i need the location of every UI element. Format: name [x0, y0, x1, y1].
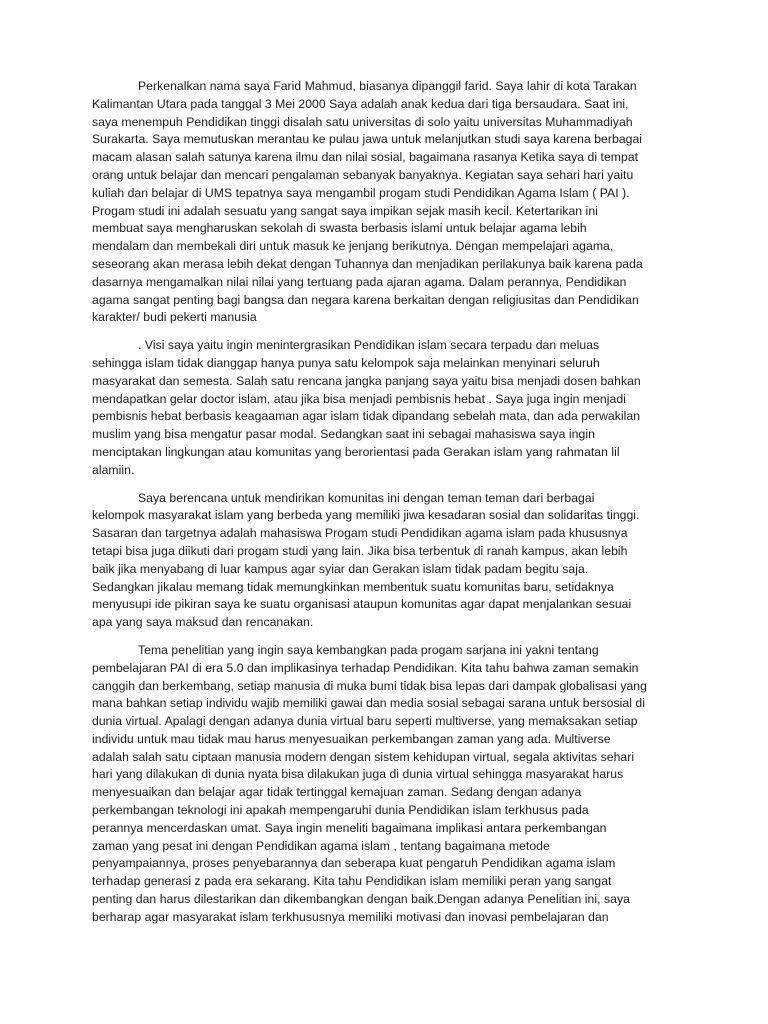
- text-line: baik jika menyabang di luar kampus agar syiar dan Gerakan islam tidak padam begitu saja.: [92, 561, 589, 576]
- text-line: dunia virtual. Apalagi dengan adanya dunia virtual baru seperti multiverse, yang memaksakan setiap: [92, 714, 638, 729]
- text-line: saya menempuh Pendidikan tinggi disalah satu universitas di solo yaitu universitas Muhammadiyah: [92, 114, 633, 129]
- text-line: kuliah dan belajar di UMS tepatnya saya mengambil progam studi Pendidikan Agama Islam ( PAI ).: [92, 185, 630, 200]
- text-line: mendalam dan membekali diri untuk masuk ke jenjang berikutnya. Dengan mempelajari agama,: [92, 239, 614, 254]
- text-line: penyampaiannya, proses penyebarannya dan seberapa kuat pengaruh Pendidikan agama islam: [92, 856, 616, 871]
- text-line: penting dan harus dilestarikan dan dikembangkan dengan baik.Dengan adanya Penelitian ini, saya: [92, 892, 630, 907]
- text-line: kelompok masyarakat islam yang berbeda yang memiliki jiwa kesadaran sosial dan solidaritas tinggi.: [92, 508, 640, 523]
- text-line: mendapatkan gelar doctor islam, atau jika bisa menjadi pembisnis hebat . Saya juga ingin menjadi: [92, 391, 626, 406]
- text-line: mana bahkan setiap individu wajib memiliki gawai dan media sosial sebagai sarana untuk bersosial di: [92, 696, 646, 711]
- text-line: tetapi bisa juga diikuti dari progam studi yang lain. Jika bisa terbentuk di ranah kampus, akan lebih: [92, 543, 628, 558]
- text-line: seseorang akan merasa lebih dekat dengan Tuhannya dan menjadikan perilakunya baik karena pada: [92, 256, 643, 271]
- text-line: . Visi saya yaitu ingin menintergrasikan Pendidikan islam secara terpadu dan meluas: [138, 338, 600, 353]
- text-line: zaman yang pesat ini dengan Pendidikan agama islam , tentang bagaimana metode: [92, 838, 550, 853]
- text-line: berharap agar masyarakat islam terkhususnya memiliki motivasi dan inovasi pembelajaran dan: [92, 909, 609, 924]
- text-line: Perkenalkan nama saya Farid Mahmud, biasanya dipanggil farid. Saya lahir di kota Tarakan: [138, 79, 637, 93]
- text-line: karakter/ budi pekerti manusia: [92, 310, 257, 325]
- text-line: Tema penelitian yang ingin saya kembangkan pada progam sarjana ini yakni tentang: [138, 642, 599, 657]
- text-line: perannya mencerdaskan umat. Saya ingin meneliti bagaimana implikasi antara perkembangan: [92, 820, 607, 835]
- text-line: adalah salah satu ciptaan manusia modern dengan sistem kehidupan virtual, segala aktivitas sehari: [92, 749, 635, 764]
- text-line: masyarakat dan semesta. Salah satu rencana jangka panjang saya yaitu bisa menjadi dosen bahkan: [92, 373, 641, 388]
- text-line: terhadap generasi z pada era sekarang. Kita tahu Pendidikan islam memiliki peran yang sangat: [92, 874, 612, 889]
- text-line: Surakarta. Saya memutuskan merantau ke pulau jawa untuk melanjutkan studi saya karena berbagai: [92, 132, 643, 147]
- text-line: dasarnya mengamalkan nilai nilai yang tertuang pada ajaran agama. Dalam perannya, Pendidikan: [92, 274, 627, 289]
- text-line: sehingga islam tidak dianggap hanya punya satu kelompok saja melainkan menyinari seluruh: [92, 355, 600, 370]
- text-line: macam alasan salah satunya karena ilmu dan nilai sosial, bagaimana rasanya Ketika saya di tempat: [92, 150, 639, 165]
- text-line: orang untuk belajar dan mencari pengalaman sebanyak banyaknya. Kegiatan saya sehari hari yaitu: [92, 167, 634, 182]
- text-line: Saya berencana untuk mendirikan komunitas ini dengan teman teman dari berbagai: [138, 490, 595, 505]
- paragraph-vision: [92, 337, 684, 479]
- text-line: menyesuaikan dan belajar agar tidak tertinggal kemajuan zaman. Sedang dengan adanya: [92, 785, 582, 800]
- text-line: Progam studi ini adalah sesuatu yang sangat saya impikan sejak masih kecil. Ketertarikan ini: [92, 203, 598, 218]
- text-line: muslim yang bisa mengatur pasar modal. Sedangkan saat ini sebagai mahasiswa saya ingin: [92, 427, 595, 442]
- text-line: Sedangkan jikalau memang tidak memungkinkan membentuk suatu komunitas baru, setidaknya: [92, 579, 614, 594]
- text-line: pembelajaran PAI di era 5.0 dan implikasinya terhadap Pendidikan. Kita tahu bahwa zaman semakin: [92, 660, 639, 675]
- text-line: agama sangat penting bagi bangsa dan negara karena berkaitan dengan religiusitas dan Pendidikan: [92, 292, 639, 307]
- text-line: hari yang dilakukan di dunia nyata bisa dilakukan juga di dunia virtual sehingga masyarakat harus: [92, 767, 624, 782]
- paragraph-research-theme: [92, 642, 684, 927]
- text-line: canggih dan berkembang, setiap manusia di muka bumi tidak bisa lepas dari dampak globalisasi yang: [92, 678, 647, 693]
- text-line: perkembangan teknologi ini apakah mempengaruhi dunia Pendidikan islam terkhusus pada: [92, 803, 589, 818]
- text-line: alamiin.: [92, 462, 135, 477]
- paragraph-community-plan: [92, 490, 684, 632]
- text-line: Sasaran dan targetnya adalah mahasiswa Progam studi Pendidikan agama islam pada khususnya: [92, 526, 628, 541]
- text-line: individu untuk mau tidak mau harus menyesuaikan perkembangan zaman yang ada. Multiverse: [92, 731, 611, 746]
- text-line: menciptakan lingkungan atau komunitas yang berorientasi pada Gerakan islam yang rahmatan lil: [92, 444, 620, 459]
- text-line: apa yang saya maksud dan rencanakan.: [92, 615, 314, 630]
- paragraph-introduction: [92, 78, 684, 327]
- text-line: pembisnis hebat berbasis keagaaman agar islam tidak dipandang sebelah mata, dan ada perwakilan: [92, 409, 641, 424]
- document-page: [92, 78, 684, 937]
- text-line: Kalimantan Utara pada tanggal 3 Mei 2000 Saya adalah anak kedua dari tiga bersaudara. Saat ini,: [92, 96, 629, 111]
- text-line: menyusupi ide pikiran saya ke suatu organisasi ataupun komunitas agar dapat menjalankan sesuai: [92, 597, 632, 612]
- text-line: membuat saya mengharuskan sekolah di swasta berbasis islami untuk belajar agama lebih: [92, 221, 587, 236]
